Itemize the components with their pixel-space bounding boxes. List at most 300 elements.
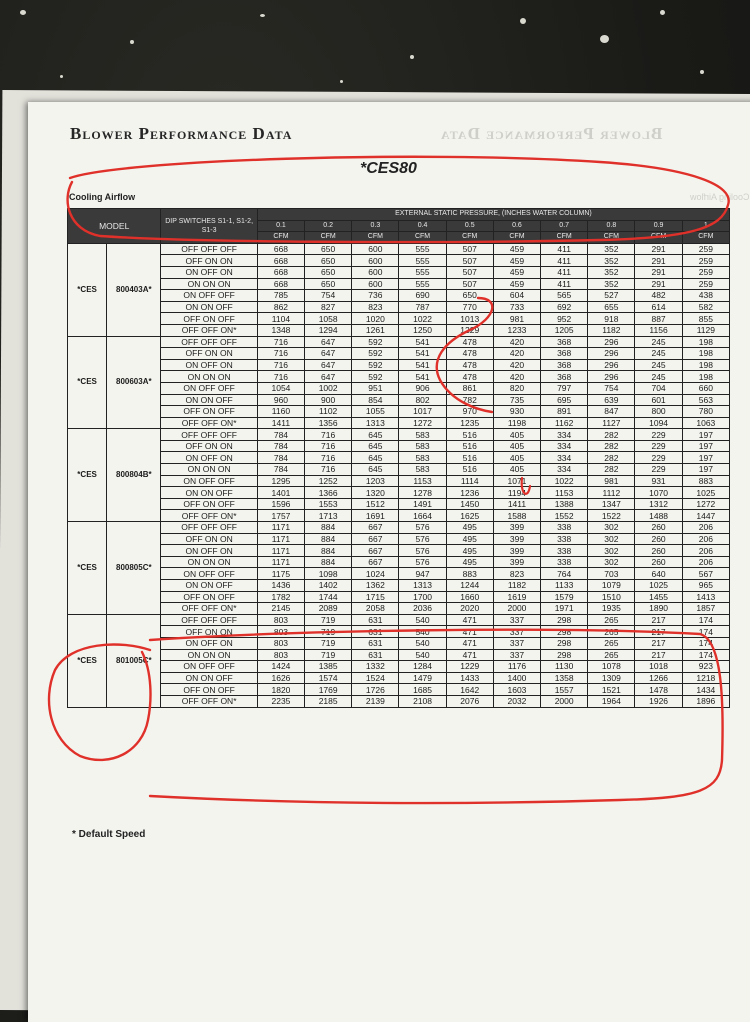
- cfm-value-cell: 930: [493, 406, 540, 418]
- cfm-value-cell: 516: [446, 440, 493, 452]
- cfm-value-cell: 719: [305, 614, 352, 626]
- cfm-value-cell: 1424: [257, 661, 304, 673]
- cfm-value-cell: 645: [352, 452, 399, 464]
- cfm-value-cell: 2032: [493, 695, 540, 707]
- dip-switch-setting-cell: OFF ON ON: [161, 626, 257, 638]
- dip-switch-column-header: DIP SWITCHES S1-1, S1-2, S1-3: [161, 209, 257, 244]
- cfm-value-cell: 259: [682, 266, 729, 278]
- cfm-value-cell: 1660: [446, 591, 493, 603]
- cfm-value-cell: 302: [588, 545, 635, 557]
- cfm-value-cell: 1129: [682, 324, 729, 336]
- cfm-value-cell: 197: [682, 440, 729, 452]
- cfm-value-cell: 1203: [352, 475, 399, 487]
- cfm-value-cell: 1233: [493, 324, 540, 336]
- cfm-value-cell: 265: [588, 649, 635, 661]
- cfm-value-cell: 471: [446, 637, 493, 649]
- cfm-value-cell: 906: [399, 382, 446, 394]
- cfm-value-cell: 1104: [257, 313, 304, 325]
- cfm-value-cell: 918: [588, 313, 635, 325]
- cfm-value-cell: 1182: [493, 580, 540, 592]
- bleed-through-section: Cooling Airflow: [690, 192, 750, 202]
- cfm-value-cell: 733: [493, 301, 540, 313]
- cfm-value-cell: 1266: [635, 672, 682, 684]
- cfm-value-cell: 229: [635, 440, 682, 452]
- pressure-value-header: 0.4: [399, 220, 446, 232]
- cfm-value-cell: 655: [588, 301, 635, 313]
- cfm-value-cell: 507: [446, 243, 493, 255]
- cfm-value-cell: 1782: [257, 591, 304, 603]
- cfm-value-cell: 2020: [446, 603, 493, 615]
- cfm-value-cell: 1133: [541, 580, 588, 592]
- model-number-cell: 800603A*: [107, 336, 161, 429]
- cfm-value-cell: 583: [399, 452, 446, 464]
- cfm-value-cell: 582: [682, 301, 729, 313]
- cfm-value-cell: 1447: [682, 510, 729, 522]
- cfm-value-cell: 965: [682, 580, 729, 592]
- cfm-value-cell: 647: [305, 359, 352, 371]
- cfm-value-cell: 352: [588, 266, 635, 278]
- cfm-value-cell: 296: [588, 359, 635, 371]
- dip-switch-setting-cell: OFF ON OFF: [161, 313, 257, 325]
- pressure-value-header: 1: [682, 220, 729, 232]
- cfm-value-cell: 668: [257, 255, 304, 267]
- cfm-value-cell: 735: [493, 394, 540, 406]
- cfm-value-cell: 1130: [541, 661, 588, 673]
- cfm-value-cell: 471: [446, 614, 493, 626]
- model-prefix-cell: *CES: [68, 243, 107, 336]
- cfm-value-cell: 1320: [352, 487, 399, 499]
- cfm-value-cell: 291: [635, 266, 682, 278]
- cfm-value-cell: 1935: [588, 603, 635, 615]
- cfm-value-cell: 1127: [588, 417, 635, 429]
- cfm-value-cell: 245: [635, 348, 682, 360]
- cfm-value-cell: 891: [541, 406, 588, 418]
- unit-header: CFM: [446, 232, 493, 244]
- cfm-value-cell: 1413: [682, 591, 729, 603]
- cfm-value-cell: 1588: [493, 510, 540, 522]
- cfm-value-cell: 399: [493, 522, 540, 534]
- cfm-value-cell: 604: [493, 290, 540, 302]
- cfm-value-cell: 947: [399, 568, 446, 580]
- cfm-value-cell: 540: [399, 649, 446, 661]
- cfm-value-cell: 282: [588, 452, 635, 464]
- cfm-value-cell: 368: [541, 359, 588, 371]
- cfm-value-cell: 1400: [493, 672, 540, 684]
- cfm-value-cell: 784: [257, 464, 304, 476]
- cfm-value-cell: 600: [352, 266, 399, 278]
- cfm-value-cell: 206: [682, 533, 729, 545]
- cfm-value-cell: 334: [541, 452, 588, 464]
- cfm-value-cell: 650: [305, 278, 352, 290]
- cfm-value-cell: 1596: [257, 498, 304, 510]
- cfm-value-cell: 1366: [305, 487, 352, 499]
- model-column-header: MODEL: [68, 209, 161, 244]
- cfm-value-cell: 302: [588, 533, 635, 545]
- cfm-value-cell: 1094: [635, 417, 682, 429]
- cfm-value-cell: 1272: [682, 498, 729, 510]
- cfm-value-cell: 716: [257, 336, 304, 348]
- dip-switch-setting-cell: ON OFF ON: [161, 359, 257, 371]
- cfm-value-cell: 338: [541, 556, 588, 568]
- cfm-value-cell: 1284: [399, 661, 446, 673]
- cfm-value-cell: 198: [682, 359, 729, 371]
- dip-switch-setting-cell: ON OFF ON: [161, 545, 257, 557]
- cfm-value-cell: 855: [682, 313, 729, 325]
- cfm-value-cell: 716: [257, 371, 304, 383]
- cfm-value-cell: 296: [588, 348, 635, 360]
- cfm-value-cell: 291: [635, 278, 682, 290]
- cfm-value-cell: 1055: [352, 406, 399, 418]
- cfm-value-cell: 2089: [305, 603, 352, 615]
- cfm-value-cell: 1017: [399, 406, 446, 418]
- cfm-value-cell: 660: [682, 382, 729, 394]
- bleed-through-title: Blower Performance Data: [440, 124, 663, 143]
- red-marker-circle-model: [49, 645, 151, 760]
- cfm-value-cell: 565: [541, 290, 588, 302]
- dip-switch-setting-cell: ON OFF OFF: [161, 382, 257, 394]
- cfm-value-cell: 198: [682, 336, 729, 348]
- cfm-value-cell: 847: [588, 406, 635, 418]
- cfm-value-cell: 647: [305, 348, 352, 360]
- cfm-value-cell: 1332: [352, 661, 399, 673]
- cfm-value-cell: 631: [352, 649, 399, 661]
- cfm-value-cell: 785: [257, 290, 304, 302]
- cfm-value-cell: 265: [588, 626, 635, 638]
- dip-switch-setting-cell: ON ON ON: [161, 278, 257, 290]
- cfm-value-cell: 667: [352, 533, 399, 545]
- model-number-cell: 800805C*: [107, 522, 161, 615]
- cfm-value-cell: 601: [635, 394, 682, 406]
- cfm-value-cell: 540: [399, 637, 446, 649]
- cfm-value-cell: 719: [305, 649, 352, 661]
- cfm-value-cell: 420: [493, 336, 540, 348]
- cfm-value-cell: 981: [493, 313, 540, 325]
- cfm-value-cell: 507: [446, 255, 493, 267]
- cfm-value-cell: 1479: [399, 672, 446, 684]
- cfm-value-cell: 583: [399, 440, 446, 452]
- model-number-cell: 800804B*: [107, 429, 161, 522]
- unit-header: CFM: [541, 232, 588, 244]
- dip-switch-setting-cell: ON ON OFF: [161, 487, 257, 499]
- cfm-value-cell: 640: [635, 568, 682, 580]
- cfm-value-cell: 1156: [635, 324, 682, 336]
- cfm-value-cell: 1018: [635, 661, 682, 673]
- red-marker-loop-lower-rows: [150, 630, 723, 803]
- cfm-value-cell: 803: [257, 626, 304, 638]
- cfm-value-cell: 1358: [541, 672, 588, 684]
- cfm-value-cell: 298: [541, 626, 588, 638]
- dip-switch-setting-cell: ON OFF OFF: [161, 290, 257, 302]
- cfm-value-cell: 1182: [588, 324, 635, 336]
- cfm-value-cell: 555: [399, 255, 446, 267]
- cfm-value-cell: 1510: [588, 591, 635, 603]
- cfm-value-cell: 883: [682, 475, 729, 487]
- model-number-cell: 800403A*: [107, 243, 161, 336]
- cfm-value-cell: 259: [682, 243, 729, 255]
- cfm-value-cell: 576: [399, 545, 446, 557]
- pressure-value-header: 0.5: [446, 220, 493, 232]
- cfm-value-cell: 1388: [541, 498, 588, 510]
- cfm-value-cell: 970: [446, 406, 493, 418]
- cfm-value-cell: 527: [588, 290, 635, 302]
- cfm-value-cell: 229: [635, 429, 682, 441]
- cfm-value-cell: 1176: [493, 661, 540, 673]
- cfm-value-cell: 600: [352, 243, 399, 255]
- cfm-value-cell: 1524: [352, 672, 399, 684]
- cfm-value-cell: 884: [305, 545, 352, 557]
- model-prefix-cell: *CES: [68, 614, 107, 707]
- cfm-value-cell: 592: [352, 371, 399, 383]
- unit-header: CFM: [352, 232, 399, 244]
- cfm-value-cell: 1890: [635, 603, 682, 615]
- cfm-value-cell: 2145: [257, 603, 304, 615]
- cfm-value-cell: 1235: [446, 417, 493, 429]
- cfm-value-cell: 614: [635, 301, 682, 313]
- cfm-value-cell: 1171: [257, 556, 304, 568]
- cfm-value-cell: 784: [257, 452, 304, 464]
- cfm-value-cell: 1436: [257, 580, 304, 592]
- cfm-value-cell: 516: [446, 452, 493, 464]
- cfm-value-cell: 592: [352, 359, 399, 371]
- cfm-value-cell: 1294: [305, 324, 352, 336]
- cfm-value-cell: 1171: [257, 522, 304, 534]
- dip-switch-setting-cell: OFF OFF ON*: [161, 695, 257, 707]
- cfm-value-cell: 736: [352, 290, 399, 302]
- cfm-value-cell: 1625: [446, 510, 493, 522]
- model-prefix-cell: *CES: [68, 336, 107, 429]
- cfm-value-cell: 716: [305, 429, 352, 441]
- cfm-value-cell: 563: [682, 394, 729, 406]
- dip-switch-setting-cell: OFF ON OFF: [161, 591, 257, 603]
- dip-switch-setting-cell: OFF OFF OFF: [161, 429, 257, 441]
- cfm-value-cell: 1272: [399, 417, 446, 429]
- cfm-value-cell: 1313: [399, 580, 446, 592]
- cfm-value-cell: 2108: [399, 695, 446, 707]
- cfm-value-cell: 1229: [446, 324, 493, 336]
- cfm-value-cell: 1063: [682, 417, 729, 429]
- cfm-value-cell: 338: [541, 545, 588, 557]
- cfm-value-cell: 884: [305, 522, 352, 534]
- cfm-value-cell: 352: [588, 278, 635, 290]
- unit-header: CFM: [257, 232, 304, 244]
- cfm-value-cell: 1002: [305, 382, 352, 394]
- cfm-value-cell: 174: [682, 637, 729, 649]
- cfm-value-cell: 1025: [635, 580, 682, 592]
- cfm-value-cell: 206: [682, 556, 729, 568]
- model-prefix-cell: *CES: [68, 522, 107, 615]
- cfm-value-cell: 1455: [635, 591, 682, 603]
- cfm-value-cell: 668: [257, 243, 304, 255]
- cfm-value-cell: 1664: [399, 510, 446, 522]
- cfm-value-cell: 1229: [446, 661, 493, 673]
- cfm-value-cell: 1022: [541, 475, 588, 487]
- cfm-value-cell: 405: [493, 452, 540, 464]
- cfm-value-cell: 1896: [682, 695, 729, 707]
- cfm-value-cell: 260: [635, 533, 682, 545]
- cfm-value-cell: 1401: [257, 487, 304, 499]
- cfm-value-cell: 334: [541, 429, 588, 441]
- cfm-value-cell: 704: [635, 382, 682, 394]
- cfm-value-cell: 647: [305, 371, 352, 383]
- cfm-value-cell: 1313: [352, 417, 399, 429]
- cfm-value-cell: 334: [541, 440, 588, 452]
- cfm-value-cell: 1309: [588, 672, 635, 684]
- cfm-value-cell: 2076: [446, 695, 493, 707]
- cfm-value-cell: 784: [257, 440, 304, 452]
- cfm-value-cell: 411: [541, 266, 588, 278]
- pressure-value-header: 0.9: [635, 220, 682, 232]
- cfm-value-cell: 787: [399, 301, 446, 313]
- cfm-value-cell: 823: [493, 568, 540, 580]
- cfm-value-cell: 217: [635, 626, 682, 638]
- dip-switch-setting-cell: OFF ON ON: [161, 348, 257, 360]
- cfm-value-cell: 282: [588, 464, 635, 476]
- cfm-value-cell: 459: [493, 255, 540, 267]
- cfm-value-cell: 495: [446, 533, 493, 545]
- cfm-value-cell: 541: [399, 348, 446, 360]
- cfm-value-cell: 800: [635, 406, 682, 418]
- cfm-value-cell: 695: [541, 394, 588, 406]
- cfm-value-cell: 1070: [635, 487, 682, 499]
- cfm-value-cell: 405: [493, 440, 540, 452]
- cfm-value-cell: 540: [399, 626, 446, 638]
- cfm-value-cell: 802: [399, 394, 446, 406]
- cfm-value-cell: 478: [446, 336, 493, 348]
- cfm-value-cell: 1744: [305, 591, 352, 603]
- cfm-value-cell: 803: [257, 649, 304, 661]
- dip-switch-setting-cell: ON OFF OFF: [161, 568, 257, 580]
- cfm-value-cell: 291: [635, 255, 682, 267]
- cfm-value-cell: 282: [588, 429, 635, 441]
- cfm-value-cell: 583: [399, 464, 446, 476]
- cfm-value-cell: 260: [635, 522, 682, 534]
- cfm-value-cell: 516: [446, 464, 493, 476]
- cfm-value-cell: 650: [305, 266, 352, 278]
- cfm-value-cell: 1205: [541, 324, 588, 336]
- cfm-value-cell: 1553: [305, 498, 352, 510]
- cfm-value-cell: 1356: [305, 417, 352, 429]
- cfm-value-cell: 1521: [588, 684, 635, 696]
- cfm-value-cell: 217: [635, 614, 682, 626]
- cfm-value-cell: 541: [399, 371, 446, 383]
- cfm-value-cell: 1312: [635, 498, 682, 510]
- cfm-value-cell: 716: [257, 359, 304, 371]
- cfm-value-cell: 719: [305, 626, 352, 638]
- cfm-value-cell: 245: [635, 371, 682, 383]
- cfm-value-cell: 260: [635, 556, 682, 568]
- cfm-value-cell: 1013: [446, 313, 493, 325]
- cfm-value-cell: 1713: [305, 510, 352, 522]
- cfm-value-cell: 405: [493, 464, 540, 476]
- cfm-value-cell: 174: [682, 614, 729, 626]
- cfm-value-cell: 296: [588, 336, 635, 348]
- cfm-value-cell: 411: [541, 278, 588, 290]
- cfm-value-cell: 631: [352, 637, 399, 649]
- cfm-value-cell: 900: [305, 394, 352, 406]
- cfm-value-cell: 2185: [305, 695, 352, 707]
- cfm-value-cell: 923: [682, 661, 729, 673]
- cfm-value-cell: 1715: [352, 591, 399, 603]
- dip-switch-setting-cell: ON ON OFF: [161, 580, 257, 592]
- cfm-value-cell: 1261: [352, 324, 399, 336]
- cfm-value-cell: 1557: [541, 684, 588, 696]
- cfm-value-cell: 1162: [541, 417, 588, 429]
- dip-switch-setting-cell: OFF ON OFF: [161, 406, 257, 418]
- cfm-value-cell: 174: [682, 649, 729, 661]
- cfm-value-cell: 631: [352, 614, 399, 626]
- cfm-value-cell: 478: [446, 371, 493, 383]
- cfm-value-cell: 352: [588, 243, 635, 255]
- cfm-value-cell: 471: [446, 626, 493, 638]
- cfm-value-cell: 645: [352, 440, 399, 452]
- cfm-value-cell: 716: [305, 452, 352, 464]
- cfm-value-cell: 1971: [541, 603, 588, 615]
- cfm-value-cell: 1198: [493, 417, 540, 429]
- cfm-value-cell: 1171: [257, 545, 304, 557]
- dip-switch-setting-cell: ON OFF OFF: [161, 661, 257, 673]
- cfm-value-cell: 1112: [588, 487, 635, 499]
- cfm-value-cell: 197: [682, 429, 729, 441]
- dip-switch-setting-cell: OFF ON ON: [161, 440, 257, 452]
- cfm-value-cell: 1250: [399, 324, 446, 336]
- pressure-value-header: 0.3: [352, 220, 399, 232]
- cfm-value-cell: 764: [541, 568, 588, 580]
- page-title: Blower Performance Data: [70, 124, 293, 143]
- dip-switch-setting-cell: OFF OFF OFF: [161, 336, 257, 348]
- pressure-column-header: EXTERNAL STATIC PRESSURE, (INCHES WATER COLUMN): [257, 209, 729, 221]
- dip-switch-setting-cell: OFF OFF ON*: [161, 417, 257, 429]
- cfm-value-cell: 820: [493, 382, 540, 394]
- cfm-value-cell: 1252: [305, 475, 352, 487]
- cfm-value-cell: 206: [682, 545, 729, 557]
- cfm-value-cell: 1512: [352, 498, 399, 510]
- cfm-value-cell: 716: [257, 348, 304, 360]
- cfm-value-cell: 1295: [257, 475, 304, 487]
- cfm-value-cell: 861: [446, 382, 493, 394]
- cfm-value-cell: 206: [682, 522, 729, 534]
- dip-switch-setting-cell: OFF ON OFF: [161, 684, 257, 696]
- cfm-value-cell: 198: [682, 348, 729, 360]
- cfm-value-cell: 1434: [682, 684, 729, 696]
- cfm-value-cell: 567: [682, 568, 729, 580]
- cfm-value-cell: 399: [493, 556, 540, 568]
- cfm-value-cell: 229: [635, 464, 682, 476]
- cfm-value-cell: 495: [446, 545, 493, 557]
- cfm-value-cell: 981: [588, 475, 635, 487]
- cfm-value-cell: 296: [588, 371, 635, 383]
- cfm-value-cell: 368: [541, 336, 588, 348]
- cfm-value-cell: 291: [635, 243, 682, 255]
- cfm-value-cell: 411: [541, 255, 588, 267]
- cfm-value-cell: 884: [305, 556, 352, 568]
- dip-switch-setting-cell: ON OFF ON: [161, 266, 257, 278]
- cfm-value-cell: 482: [635, 290, 682, 302]
- cfm-value-cell: 1347: [588, 498, 635, 510]
- cfm-value-cell: 1411: [493, 498, 540, 510]
- cfm-value-cell: 1491: [399, 498, 446, 510]
- default-speed-footnote: * Default Speed: [72, 829, 146, 840]
- cfm-value-cell: 2036: [399, 603, 446, 615]
- cfm-value-cell: 823: [352, 301, 399, 313]
- dip-switch-setting-cell: ON OFF OFF: [161, 475, 257, 487]
- cfm-value-cell: 600: [352, 255, 399, 267]
- cfm-value-cell: 540: [399, 614, 446, 626]
- cfm-value-cell: 576: [399, 533, 446, 545]
- model-heading: *CES80: [360, 160, 417, 177]
- cfm-value-cell: 1278: [399, 487, 446, 499]
- cfm-value-cell: 368: [541, 348, 588, 360]
- pressure-value-header: 0.8: [588, 220, 635, 232]
